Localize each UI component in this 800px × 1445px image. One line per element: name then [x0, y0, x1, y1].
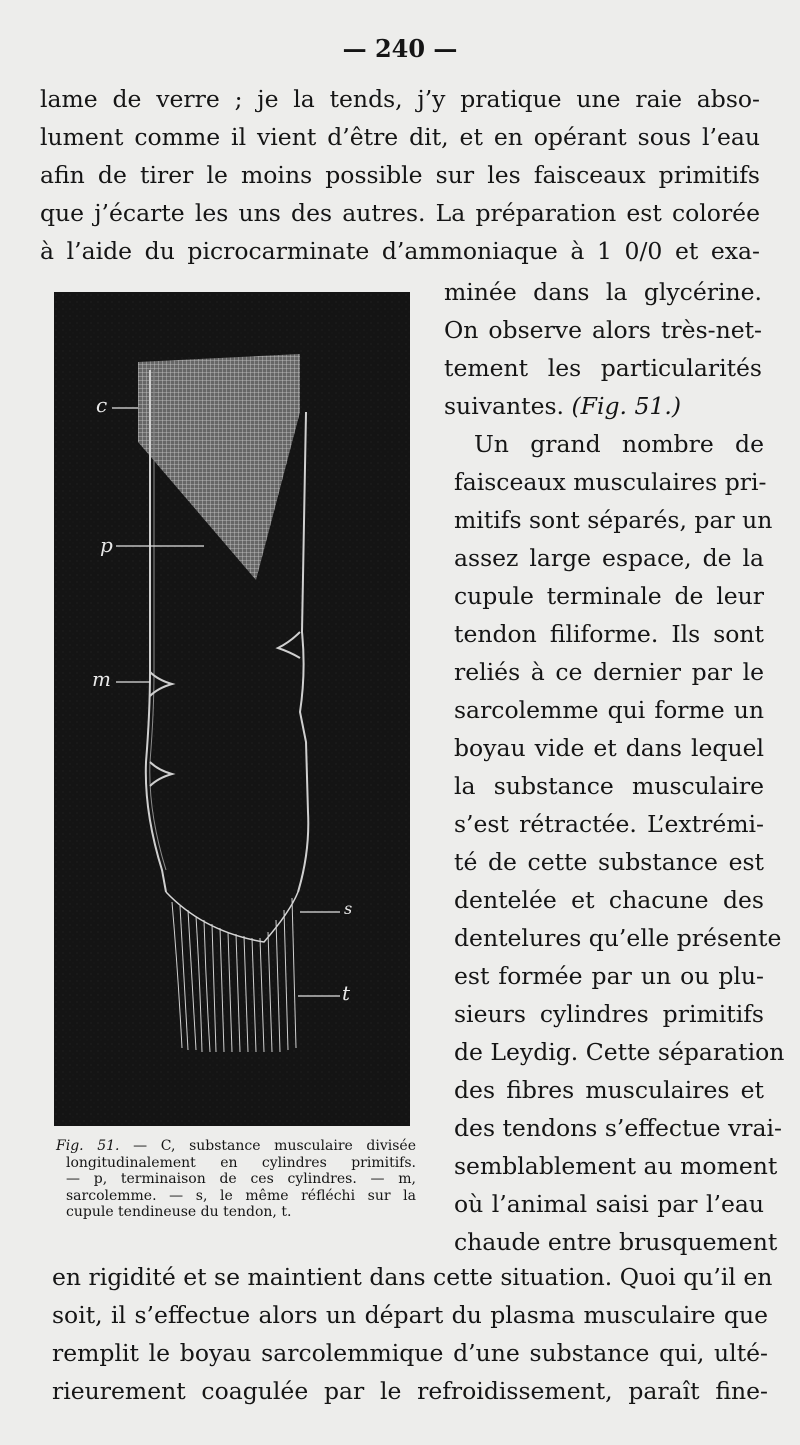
text-line: des tendons s’effectue vrai-: [454, 1114, 782, 1142]
figure-51-engraving: [54, 292, 410, 1126]
text-line: est formée par un ou plu-: [454, 962, 764, 990]
caption-figure-label: Fig. 51.: [56, 1138, 120, 1154]
text-line: [444, 391, 762, 421]
text-line: de Leydig. Cette séparation: [454, 1038, 785, 1066]
text-line: lame de verre ; je la tends, j’y pratique une raie abso-: [40, 85, 760, 113]
text-line: cupule terminale de leur: [454, 582, 764, 610]
text-line: lument comme il vient d’être dit, et en opérant sous l’eau: [40, 123, 760, 151]
text-line: afin de tirer le moins possible sur les faisceaux primitifs: [40, 161, 760, 189]
caption-line: sarcolemme. — s, le même réfléchi sur la: [66, 1187, 416, 1204]
page-number: — 240 —: [342, 34, 458, 63]
caption-line: — p, terminaison de ces cylindres. — m,: [66, 1171, 416, 1187]
text-line: tement les particularités: [444, 354, 762, 382]
text-line: en rigidité et se maintient dans cette situation. Quoi qu’il en: [52, 1263, 773, 1291]
text-line: dentelures qu’elle présente: [454, 924, 782, 952]
text-line: remplit le boyau sarcolemmique d’une substance qui, ulté-: [52, 1339, 768, 1367]
text-line: mitifs sont séparés, par un: [454, 506, 773, 534]
text-line: tendon filiforme. Ils sont: [454, 620, 764, 648]
text-line: faisceaux musculaires pri-: [454, 468, 767, 496]
label-p: p: [100, 533, 113, 557]
text-line: assez large espace, de la: [454, 544, 764, 572]
label-s: s: [344, 899, 353, 918]
text-line: la substance musculaire: [454, 772, 764, 800]
text-line: semblablement au moment: [454, 1152, 778, 1180]
label-c: c: [96, 393, 108, 417]
text-line: minée dans la glycérine.: [444, 278, 762, 306]
text-line: sarcolemme qui forme un: [454, 696, 764, 724]
figure-reference: (Fig. 51.): [571, 392, 682, 420]
label-m: m: [92, 667, 111, 691]
text-line: boyau vide et dans lequel: [454, 734, 764, 762]
text-line: reliés à ce dernier par le: [454, 658, 764, 686]
figure-caption: [56, 1138, 416, 1221]
text-line: Un grand nombre de: [474, 430, 764, 458]
caption-line: longitudinalement en cylindres primitifs.: [66, 1154, 416, 1171]
text-line: s’est rétractée. L’extrémi-: [454, 810, 764, 838]
text-fragment: suivantes.: [444, 392, 565, 420]
label-t: t: [342, 981, 351, 1005]
text-line: où l’animal saisi par l’eau: [454, 1190, 764, 1218]
caption-line: cupule tendineuse du tendon, t.: [66, 1204, 292, 1220]
text-line: que j’écarte les uns des autres. La préparation est colorée: [40, 199, 760, 227]
text-line: dentelée et chacune des: [454, 886, 764, 914]
text-line: rieurement coagulée par le refroidissement, paraît fine-: [52, 1377, 768, 1405]
text-line: à l’aide du picrocarminate d’ammoniaque à 1 0/0 et exa-: [40, 237, 760, 265]
text-line: chaude entre brusquement: [454, 1228, 778, 1256]
text-line: té de cette substance est: [454, 848, 764, 876]
text-line: sieurs cylindres primitifs: [454, 1000, 764, 1028]
text-line: des fibres musculaires et: [454, 1076, 764, 1104]
text-line: soit, il s’effectue alors un départ du plasma musculaire que: [52, 1301, 768, 1329]
text-line: On observe alors très-net-: [444, 316, 762, 344]
caption-line: — C, substance musculaire divisée: [133, 1138, 417, 1154]
